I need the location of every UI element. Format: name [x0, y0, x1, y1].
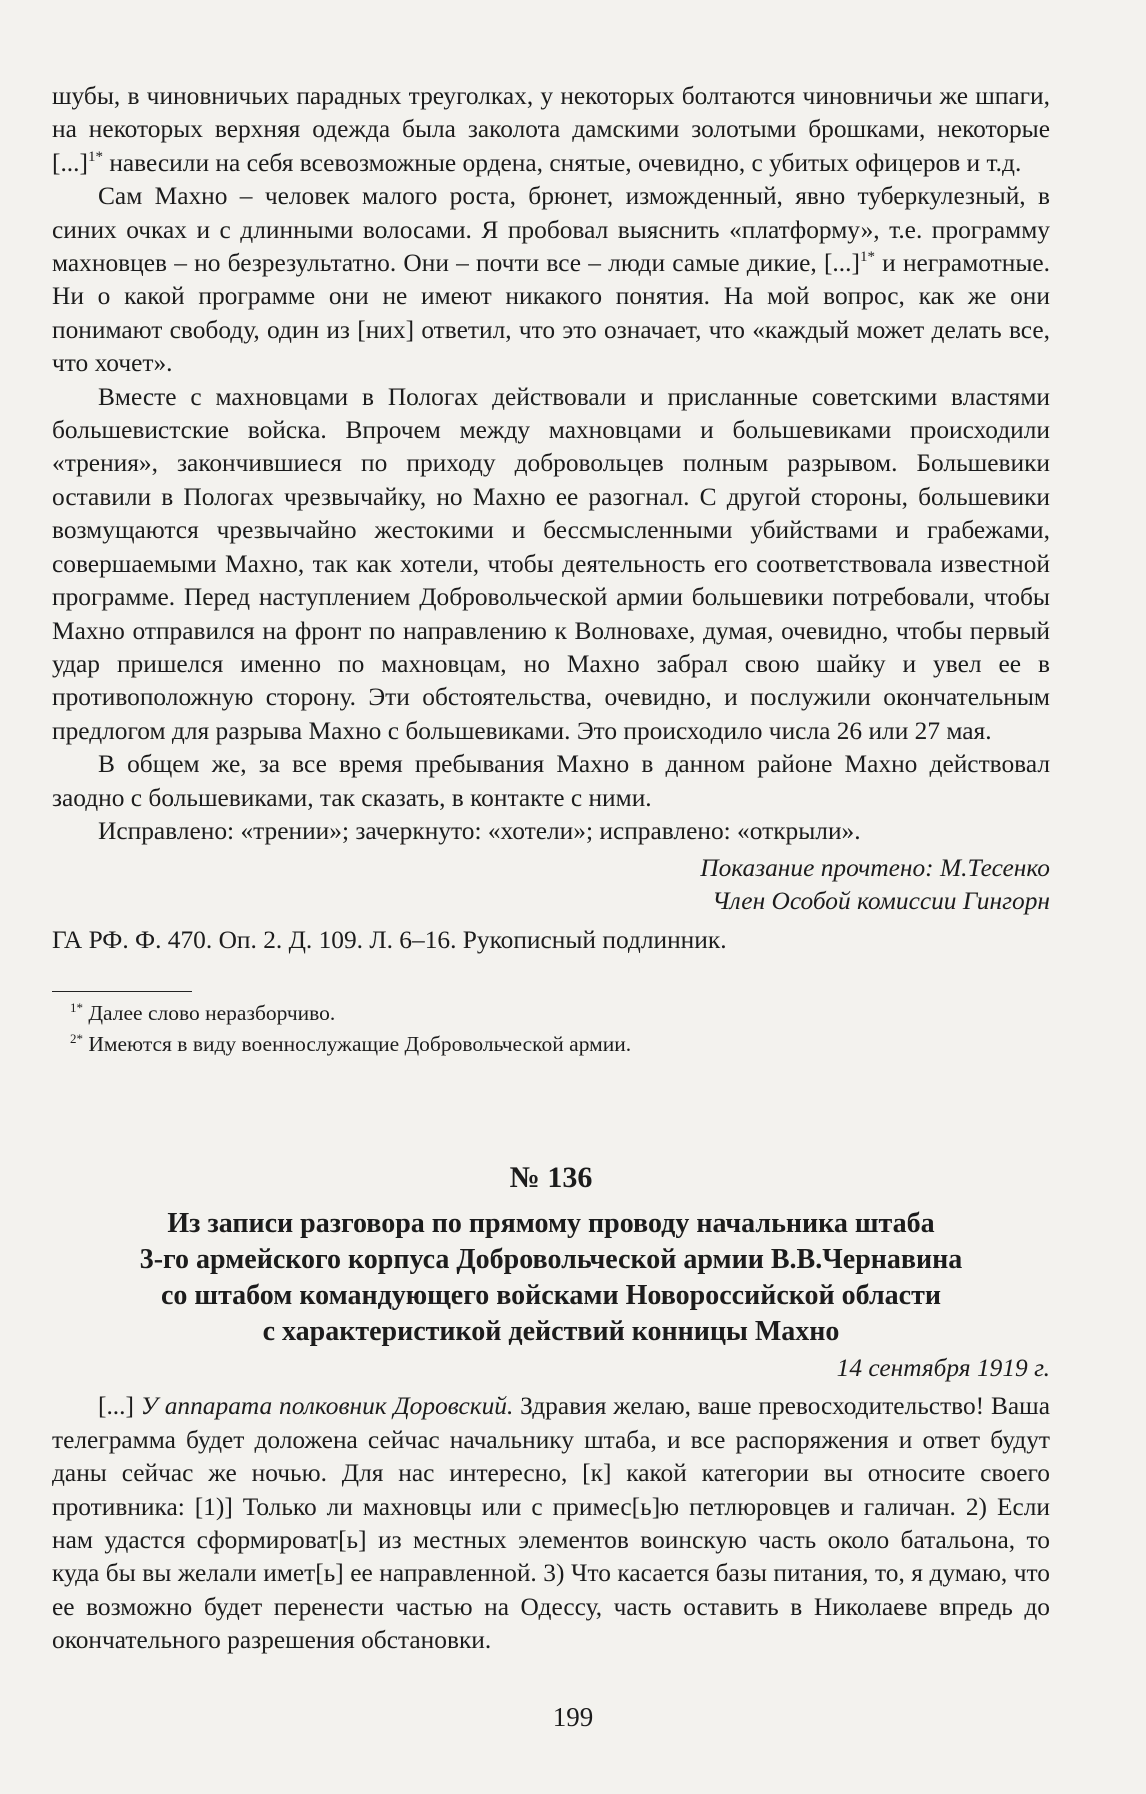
footnote-2: $^{2*}$ Имеются в виду военнослужащие Добровольческой армии.	[70, 1031, 632, 1057]
page-number: 199	[552, 1702, 594, 1732]
speaker: У аппарата полковник Доровский.	[140, 1392, 514, 1421]
footnote-ref[interactable]: 1*	[87, 148, 103, 165]
paragraph-4: В общем же, за все время пребывания Махно в данном районе Махно действовал заодно с большевиками, так сказать, в контакте с ними.	[52, 750, 1050, 812]
paragraph-3: Вместе с махновцами в Пологах действовали и присланные советскими властями большевистские войска. Впрочем между махновцами и большевиками происходили «трения», закончившиеся по приходу добровольцев полным разрывом. Большевики оставили в Пологах чрезвычайку, но Махно ее разогнал. С другой стороны, большевики возмущаются чрезвычайно жестокими и бессмысленными убийствами и грабежами, совершаемыми Махно, так как хотели, чтобы деятельность его соответствовала известной программе. Перед наступлением Добровольческой армии большевики потребовали, чтобы Махно отправился на фронт по направлению к Волновахе, думая, очевидно, чтобы первый удар пришелся именно по махновцам, но Махно забрал свою шайку и увел ее в противоположную сторону. Эти обстоятельства, очевидно, и послужили окончательным предлогом для разрыва Махно с большевиками. Это происходило числа 26 или 27 мая.	[52, 382, 1050, 745]
paragraph-5: Исправлено: «трении»; зачеркнуто: «хотели»; исправлено: «открыли».	[98, 816, 861, 845]
document-title: Из записи разговора по прямому проводу начальника штаба 3-го армейского корпуса Добровольческой армии В.В.Чернавина со штабом командующего войсками Новороссийской области с характеристикой действий конницы Махно	[139, 1208, 963, 1348]
paragraph-2: Сам Махно – человек малого роста, брюнет, изможденный, явно туберкулезный, в синих очках и с длинными волосами. Я пробовал выяснить «платформу», т.е. программу махновцев – но безрезультатно. Они – почти все – люди самые дикие, [...]$^{1*}$ и неграмотные. Ни о какой программе они не имеют никакого понятия. На мой вопрос, как же они понимают свободу, один из [них] ответил, что это означает, что «каждый может делать все, что хочет».	[52, 182, 1050, 378]
signature-line-1: Показание прочтено: М.Тесенко	[700, 854, 1050, 883]
paragraph-1: шубы, в чиновничьих парадных треуголках, у некоторых болтаются чиновничьи же шпаги, на некоторых верхняя одежда была заколота дамскими золотыми брошками, некоторые [...]$^{1*}$ навесили на себя всевозможные ордена, снятые, очевидно, с убитых офицеров и т.д.	[52, 82, 1050, 177]
signature-line-2: Член Особой комиссии Гингорн	[712, 887, 1050, 916]
document-body: [...] У аппарата полковник Доровский. Здравия желаю, ваше превосходительство! Ваша телеграмма будет доложена сейчас начальнику штаба, и все распоряжения и ответ будут даны сейчас же ночью. Для нас интересно, [к] какой категории вы относите своего противника: [1)] Только ли махновцы или с примес[ь]ю петлюровцев и галичан. 2) Если нам удастся сформироват[ь] из местных элементов воинскую часть около батальона, то куда бы вы желали имет[ь] ее направленной. 3) Что касается базы питания, то, я думаю, что ее возможно будет перенести частью на Одессу, часть оставить в Николаеве впредь до окончательного разрешения обстановки.	[52, 1392, 1050, 1655]
document-date: 14 сентября 1919 г.	[836, 1354, 1050, 1383]
body-text	[52, 80, 1050, 848]
footnote-ref[interactable]: 1*	[859, 249, 875, 266]
signature-block	[52, 852, 1050, 918]
document-number: № 136	[509, 1161, 593, 1195]
archive-reference: ГА РФ. Ф. 470. Оп. 2. Д. 109. Л. 6–16. Рукописный подлинник.	[52, 926, 727, 955]
footnote-divider	[52, 991, 192, 992]
footnote-1: $^{1*}$ Далее слово неразборчиво.	[70, 1000, 336, 1026]
